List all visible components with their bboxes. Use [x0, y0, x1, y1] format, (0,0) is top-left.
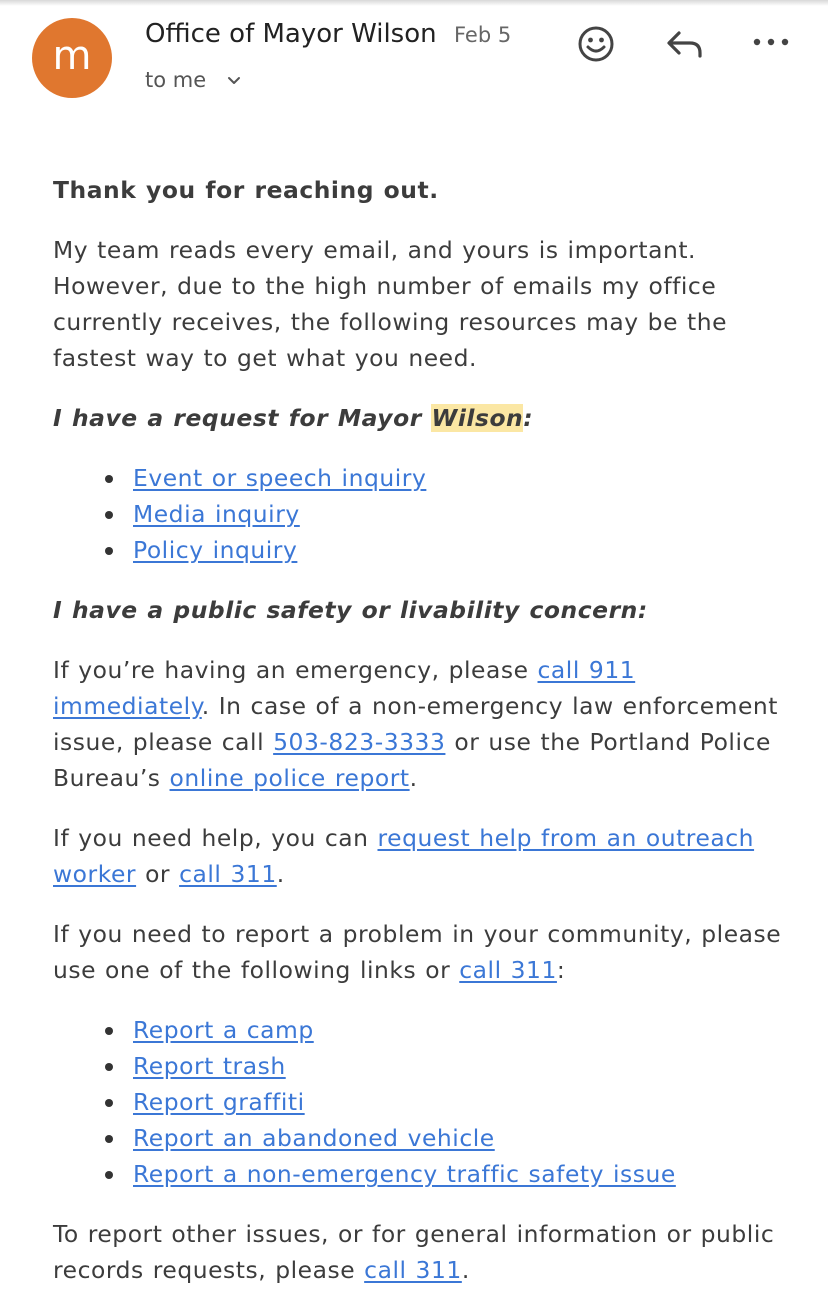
more-icon[interactable] — [751, 24, 791, 64]
heading-text: I have a request for Mayor — [53, 404, 432, 432]
media-inquiry-link[interactable]: Media inquiry — [133, 500, 300, 528]
report-camp-link[interactable]: Report a camp — [133, 1016, 314, 1044]
list-item — [133, 1084, 793, 1120]
email-body — [53, 172, 793, 1288]
report-abandoned-vehicle-link[interactable]: Report an abandoned vehicle — [133, 1124, 495, 1152]
report-traffic-safety-link[interactable]: Report a non-emergency traffic safety issue — [133, 1160, 676, 1188]
text: . — [461, 1256, 470, 1284]
section-heading-safety: I have a public safety or livability concern: — [53, 596, 648, 624]
request-links-list — [53, 460, 793, 568]
recipients-toggle[interactable] — [145, 68, 242, 92]
greeting: Thank you for reaching out. — [53, 176, 439, 204]
highlighted-name: Wilson — [431, 404, 524, 432]
text: : — [556, 956, 566, 984]
call-311-link[interactable]: call 311 — [179, 860, 277, 888]
online-police-report-link[interactable]: online police report — [169, 764, 410, 792]
outreach-worker-link[interactable]: request help from an outreach worker — [53, 824, 755, 888]
list-item — [133, 532, 793, 568]
list-item — [133, 1156, 793, 1192]
help-paragraph — [53, 820, 793, 892]
recipient-label: to me — [145, 68, 207, 92]
text: . In case of a non-emergency law enforcement issue, please call — [53, 692, 779, 756]
email-date: Feb 5 — [454, 23, 512, 47]
email-header — [0, 0, 828, 120]
text: If you need to report a problem in your community, please use one of the following links or — [53, 920, 782, 984]
policy-inquiry-link[interactable]: Policy inquiry — [133, 536, 298, 564]
section-heading-request — [53, 400, 793, 436]
text: or — [136, 860, 180, 888]
event-inquiry-link[interactable]: Event or speech inquiry — [133, 464, 427, 492]
text: To report other issues, or for general information or public records requests, please — [53, 1220, 775, 1284]
report-links-list — [53, 1012, 793, 1192]
reply-icon[interactable] — [664, 24, 704, 64]
list-item — [133, 1012, 793, 1048]
police-phone-link[interactable]: 503-823-3333 — [273, 728, 446, 756]
text: If you’re having an emergency, please — [53, 656, 538, 684]
text: If you need help, you can — [53, 824, 378, 852]
text: or use the Portland Police Bureau’s — [53, 728, 771, 792]
sender-name[interactable]: Office of Mayor Wilson — [145, 19, 437, 49]
other-issues-paragraph — [53, 1216, 793, 1288]
report-trash-link[interactable]: Report trash — [133, 1052, 286, 1080]
call-911-link[interactable]: call 911 immediately — [53, 656, 636, 720]
emergency-paragraph — [53, 652, 793, 796]
list-item — [133, 460, 793, 496]
heading-colon: : — [523, 404, 534, 432]
report-graffiti-link[interactable]: Report graffiti — [133, 1088, 305, 1116]
call-311-link[interactable]: call 311 — [364, 1256, 462, 1284]
list-item — [133, 1048, 793, 1084]
list-item — [133, 1120, 793, 1156]
list-item — [133, 496, 793, 532]
report-intro-paragraph — [53, 916, 793, 988]
emoji-icon[interactable] — [576, 24, 616, 64]
intro-paragraph: My team reads every email, and yours is important. However, due to the high number of emails my office currently receives, the following resources may be the fastest way to get what you need. — [53, 236, 728, 372]
text: . — [276, 860, 285, 888]
chevron-down-icon — [226, 72, 242, 88]
text: . — [409, 764, 418, 792]
avatar[interactable]: m — [32, 18, 112, 98]
call-311-link[interactable]: call 311 — [459, 956, 557, 984]
